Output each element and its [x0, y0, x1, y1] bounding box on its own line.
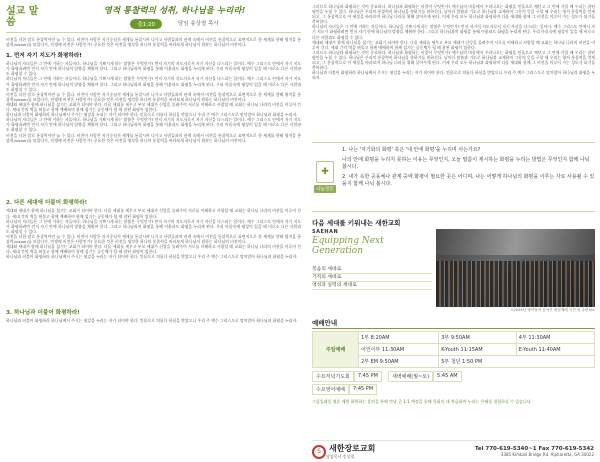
- list-item: 영성과 실력의 세대로: [312, 282, 432, 290]
- questions-badge: [312, 147, 338, 207]
- book-icon: ✚: [316, 161, 334, 183]
- sermon-continued: 그러므로 하나님과 화평하는 것이 중요하다. 하나님과 화평하는 비결이 무엇인가? 예수님의 마음에서 우러나오는 화평을 믿음으로 깨닫고 그 안에 거할 때 우리는 참된 평안을 누릴 수 있다. 하나님은 우리의 통찰력이 하나님을 향하기를 원하신다. 날마다 말씀과 기도로 하나님과 교제하며 그분의 뜻을 구할 때 우리는 영적 통찰력을 얻게 되고, 그 통찰력으로 이 세상을 바라보며 하나님 나라를 위해 살아가게 된다. 이제 우리 모두 하나님과 화평하며 다음 세대와 함께 그 비전을 이루어 가는 성도가 되기를 축복한다. 하나님의 자녀들은 그 안에 거하는 자들이다. 하나님을 기쁘시게 하는 말씀은 무엇인가? 먼저 자기의 지도자로서 자기 자신을 다스리는 일이다. 예수 그리스도 안에서 자기 지도가 화평하려면 먼저 자기 안에 하나님의 말씀을 채워야 한다. 그리고 하나님과의 화평을 통해 이웃과도 화평을 누리게 된다. 우리 마음속에 평강이 있을 때 비로소 다른 사람과도 화평할 수 있다. 세대와 세대가 함께 하나님을 섬기는 교회가 되어야 한다. 다음 세대를 세우고 부모 세대가 신앙을 물려주며 서로를 이해하고 사랑할 때 교회는 하나님 나라의 비전을 이루어 간다. 세대 간의 벽을 허물고 함께 예배하며 함께 섬기는 공동체가 될 때 참된 화평이 임한다. 그러므로 하나님과 화평하는 것이 중요하다. 하나님과 화평하는 비결이 무엇인가? 예수님의 마음에서 우러나오는 화평을 믿음으로 깨닫고 그 안에 거할 때 우리는 참된 평안을 누릴 수 있다. 하나님은 우리의 통찰력이 하나님을 향하기를 원하신다. 날마다 말씀과 기도로 하나님과 교제하며 그분의 뜻을 구할 때 우리는 영적 통찰력을 얻게 되고, 그 통찰력으로 이 세상을 바라보며 하나님 나라를 위해 살아가게 된다. 이제 우리 모두 하나님과 화평하며 다음 세대와 함께 그 비전을 이루어 가는 성도가 되기를 축복한다. 하나님과 더불어 화평하라 하나님께서 주시는 평강을 누리는 자가 되어야 한다. 믿음으로 의롭다 하심을 받았으니 우리 주 예수 그리스도로 말미암아 하나님과 화평을 누리자.: [312, 4, 595, 81]
- generation-text: [312, 229, 432, 307]
- church-name: 새한장로교회: [329, 444, 376, 453]
- section-body-2: 세대와 세대가 함께 하나님을 섬기는 교회가 되어야 한다. 다음 세대를 세우고 부모 세대가 신앙을 물려주며 서로를 이해하고 사랑할 때 교회는 하나님 나라의 비전을 이루어 간다. 세대 간의 벽을 허물고 함께 예배하며 함께 섬기는 공동체가 될 때 참된 화평이 임한다. 하나님의 자녀들은 그 안에 거하는 자들이다. 하나님을 기쁘시게 하는 말씀은 무엇인가? 먼저 자기의 지도자로서 자기 자신을 다스리는 일이다. 예수 그리스도 안에서 자기 지도가 화평하려면 먼저 자기 안에 하나님의 말씀을 채워야 한다. 그리고 하나님과의 화평을 통해 이웃과도 화평을 누리게 된다. 우리 마음속에 평강이 있을 때 비로소 다른 사람과도 화평할 수 있다. 비전을 더한 말로 통찰력이란 늘 수 있다. 비전이 사람은 자기중심적 세계를 통찰시켜 나가고 사람들과의 관계 속에서 비전을 통찰력으로 표면적으로 한 세계를 향해 영적을 통찰력(vision)를 보았다가, 인생에 비전은 사람인가? 중요한 것은 비전을 생각한 하나의 통찰력을 바라보게 하나님이 원하는 하나님의 비전이다. 세대와 세대가 함께 하나님을 섬기는 교회가 되어야 한다. 다음 세대를 세우고 부모 세대가 신앙을 물려주며 서로를 이해하고 사랑할 때 교회는 하나님 나라의 비전을 이루어 간다. 세대 간의 벽을 허물고 함께 예배하며 함께 섬기는 공동체가 될 때 참된 화평이 임한다. 하나님과 더불어 화평하라 하나님께서 주시는 평강을 누리는 자가 되어야 한다. 믿음으로 의롭다 하심을 받았으니 우리 주 예수 그리스도로 말미암아 하나님과 화평을 누리자.: [6, 208, 301, 260]
- sermon-intro: 비전을 더한 말로 통찰력이란 늘 수 있다. 비전이 사람은 자기중심적 세계를 통찰시켜 나가고 사람들과의 관계 속에서 비전을 통찰력으로 표면적으로 한 세계를 향해 영적을 통찰력(vision)를 보았다가, 인생에 비전은 사람인가? 중요한 것은 비전을 생각한 하나의 통찰력을 바라보게 하나님이 원하는 하나님의 비전이다.: [6, 37, 301, 48]
- question-1: 1. 나는 '자기와의 화평' 혹은 '내 안에 화평'을 누리며 사는가요?: [342, 147, 481, 153]
- questions-list: [338, 147, 595, 207]
- generation-list: [312, 266, 432, 290]
- church-pastor: 담임목사 송상철: [326, 454, 355, 459]
- service-time: 5부 청년 1:50 PM: [439, 356, 595, 368]
- discussion-questions: [312, 142, 595, 212]
- sermon-title-block: [48, 4, 301, 29]
- service-time: 어린이부 11:30AM: [359, 344, 439, 356]
- services-title: 예배안내: [312, 318, 595, 329]
- list-item: 복음의 세대로: [312, 266, 432, 274]
- church-logo-icon: S: [312, 445, 326, 459]
- weekday-time: 5:45 AM: [433, 371, 462, 382]
- footer: [312, 440, 594, 460]
- weekday-time: 7:45 PM: [354, 371, 382, 382]
- generation-title: 다음 세대를 키워내는 새한교회: [312, 219, 401, 227]
- sermon-title: 영적 통찰력의 성취, 하나님을 누리라!: [103, 6, 246, 16]
- brand-name: SAEHAN: [312, 229, 339, 235]
- section-heading-3: 3. 하나님과 더불어 화평하라!: [6, 310, 80, 317]
- pastor-name: 담임 송상철 목사: [177, 21, 219, 27]
- tagline: Equipping Next Generation: [312, 236, 384, 256]
- sermon-header: [6, 4, 301, 33]
- sunday-services-table: [312, 331, 595, 368]
- group-photo: [436, 229, 595, 307]
- info-column: [306, 0, 600, 462]
- sunday-label: 주일예배: [313, 332, 359, 368]
- service-time: 2부 EM 9:50AM: [359, 356, 439, 368]
- phone-fax: Tel 770-619-5340~1 Fax 770-619-5342: [474, 446, 594, 452]
- service-time: 3부 9:50AM: [439, 332, 517, 344]
- weekday-time: 7:45 PM: [349, 384, 377, 395]
- question-2: 2. 내가 속한 공동체나 관계 중에 화평이 필요한 곳은 어디며, 나는 어떻게 하나님의 화평을 이루는 자로 사용될 수 있을지 함께 나눠 봅시다.: [342, 174, 595, 187]
- section-heading-1: 1. 먼저 자기 지도가 화평하라!: [6, 53, 82, 60]
- service-time: 1부 8:20AM: [359, 332, 439, 344]
- photo-caption: <2024년 영아유아 유아부 졸업예배 사진 및 수련회>: [510, 308, 595, 312]
- list-item: 기적의 세대로: [312, 274, 432, 282]
- notice-text: 그림일래일 영혼 예원 화원하는 훈련을 통해 만남 곧 1:1 예정을 통해 목회의 새 복음화며 누리는 은혜를 경험하실 수 있습니다.: [312, 399, 532, 404]
- service-time: K-Youth 11:15AM: [439, 344, 517, 356]
- service-time: 4부 11:30AM: [516, 332, 594, 344]
- church-identity: [326, 443, 375, 460]
- contact-info: [475, 446, 594, 457]
- weekday-label: 새벽예배(월~토): [388, 371, 433, 382]
- generation-section: [312, 229, 595, 307]
- sermon-tag: 설교 말씀: [6, 5, 39, 28]
- address: 3385 Kimball Bridge Rd. Alpharetta, GA 30022: [500, 452, 594, 457]
- service-time: E-Youth 11:40AM: [516, 344, 594, 356]
- weekday-services: [312, 371, 595, 395]
- weekday-label: 수요영어예배: [312, 384, 349, 395]
- weekday-label: 수요저녁기도회: [312, 371, 354, 382]
- question-1-detail: 나의 안에 화평을 누리지 못하는 이유는 무엇인지, 오늘 말씀이 제시하는 화평을 누리는 방법은 무엇인지 함께 나눠 봅시다.: [342, 157, 590, 170]
- section-body-1-continued: 하나님의 자녀들은 그 안에 거하는 자들이다. 하나님을 기쁘시게 하는 말씀은 무엇인가? 먼저 자기의 지도자로서 자기 자신을 다스리는 일이다. 예수 그리스도 안에서 자기 지도가 화평하려면 먼저 자기 안에 하나님의 말씀을 채워야 한다. 그리고 하나님과의 화평을 통해 이웃과도 화평을 누리게 된다. 우리 마음속에 평강이 있을 때 비로소 다른 사람과도 화평할 수 있다. 비전을 더한 말로 통찰력이란 늘 수 있다. 비전이 사람은 자기중심적 세계를 통찰시켜 나가고 사람들과의 관계 속에서 비전을 통찰력으로 표면적으로 한 세계를 향해 영적을 통찰력(vision)를 보았다가, 인생에 비전은 사람인가? 중요한 것은 비전을 생각한 하나의 통찰력을 바라보게 하나님이 원하는 하나님의 비전이다. 세대와 세대가 함께 하나님을 섬기는 교회가 되어야 한다. 다음 세대를 세우고 부모 세대가 신앙을 물려주며 서로를 이해하고 사랑할 때 교회는 하나님 나라의 비전을 이루어 간다. 세대 간의 벽을 허물고 함께 예배하며 함께 섬기는 공동체가 될 때 참된 화평이 임한다. 하나님과 더불어 화평하라 하나님께서 주시는 평강을 누리는 자가 되어야 한다. 믿음으로 의롭다 하심을 받았으니 우리 주 예수 그리스도로 말미암아 하나님과 화평을 누리자. 하나님의 자녀들은 그 안에 거하는 자들이다. 하나님을 기쁘시게 하는 말씀은 무엇인가? 먼저 자기의 지도자로서 자기 자신을 다스리는 일이다. 예수 그리스도 안에서 자기 지도가 화평하려면 먼저 자기 안에 하나님의 말씀을 채워야 한다. 그리고 하나님과의 화평을 통해 이웃과도 화평을 누리게 된다. 우리 마음속에 평강이 있을 때 비로소 다른 사람과도 화평할 수 있다. 비전을 더한 말로 통찰력이란 늘 수 있다. 비전이 사람은 자기중심적 세계를 통찰시켜 나가고 사람들과의 관계 속에서 비전을 통찰력으로 표면적으로 한 세계를 향해 영적을 통찰력(vision)를 보았다가, 인생에 비전은 사람인가? 중요한 것은 비전을 생각한 하나의 통찰력을 바라보게 하나님이 원하는 하나님의 비전이다.: [6, 76, 301, 143]
- questions-badge-label: 나눔질문: [316, 187, 334, 192]
- section-body-3: 하나님과 더불어 화평하라 하나님께서 주시는 평강을 누리는 자가 되어야 한다. 믿음으로 의롭다 하심을 받았으니 우리 주 예수 그리스도로 말미암아 하나님과 화평을 누리자.: [6, 318, 298, 324]
- verse-badge: 출1:20: [130, 19, 162, 29]
- section-heading-2: 2. 다른 세대에 더불어 화평하라!: [6, 200, 88, 207]
- section-body-1: 하나님의 자녀들은 그 안에 거하는 자들이다. 하나님을 기쁘시게 하는 말씀은 무엇인가? 먼저 자기의 지도자로서 자기 자신을 다스리는 일이다. 예수 그리스도 안에서 자기 지도가 화평하려면 먼저 자기 안에 하나님의 말씀을 채워야 한다. 그리고 하나님과의 화평을 통해 이웃과도 화평을 누리게 된다. 우리 마음속에 평강이 있을 때 비로소 다른 사람과도 화평할 수 있다.: [6, 61, 301, 77]
